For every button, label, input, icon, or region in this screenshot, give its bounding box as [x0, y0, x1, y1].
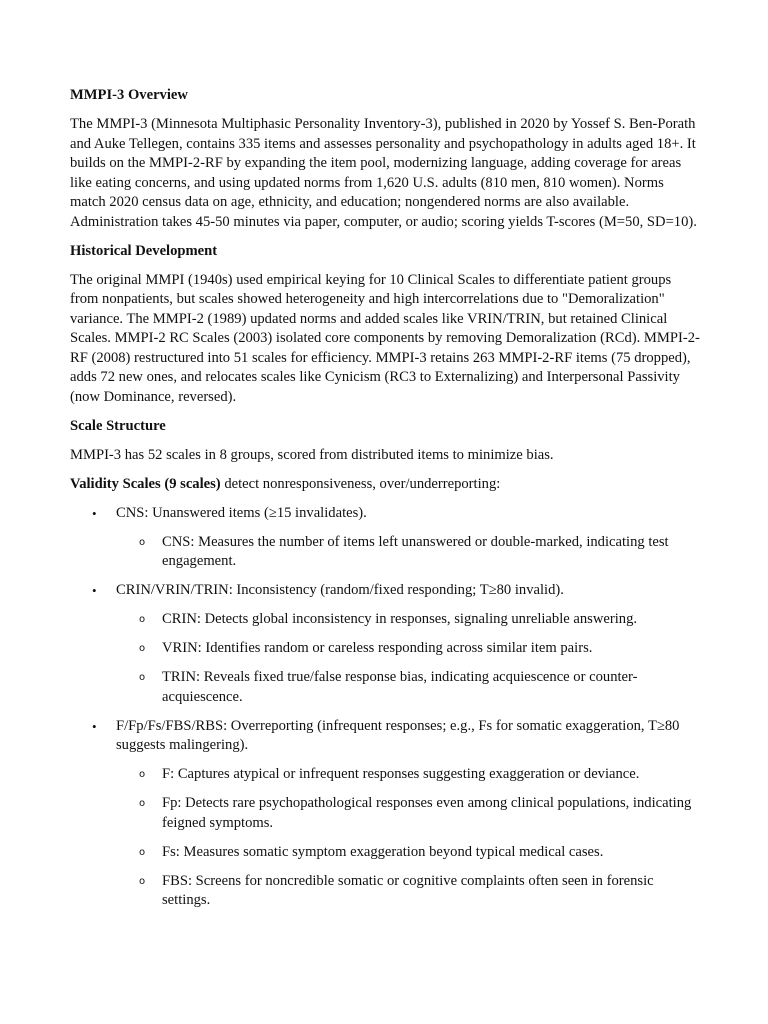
sub-list: [116, 533, 702, 572]
validity-scale-list: [70, 504, 702, 911]
circle-bullet-icon: o: [139, 672, 146, 683]
sub-list: [116, 610, 702, 707]
circle-bullet-icon: o: [139, 769, 146, 780]
circle-bullet-icon: o: [139, 798, 146, 809]
sub-list-item-text: F: Captures atypical or infrequent responses suggesting exaggeration or deviance.: [162, 766, 640, 782]
validity-intro-paragraph: [70, 475, 702, 495]
list-item: [70, 504, 702, 572]
validity-lead-label: Validity Scales (9 scales): [70, 475, 221, 492]
section-heading-structure: Scale Structure: [70, 417, 166, 434]
sub-list: [116, 765, 702, 911]
sub-list-item: [116, 610, 702, 630]
structure-intro-paragraph: MMPI-3 has 52 scales in 8 groups, scored from distributed items to minimize bias.: [70, 446, 554, 463]
circle-bullet-icon: o: [139, 875, 146, 887]
sub-list-item-text: FBS: Screens for noncredible somatic or cognitive complaints often seen in forensic settings.: [162, 872, 654, 908]
sub-list-item: [116, 639, 702, 659]
history-paragraph: The original MMPI (1940s) used empirical keying for 10 Clinical Scales to differentiate patient groups from nonpatients, but scales showed heterogeneity and high intercorrelations due to "Demoralization" variance. The MMPI-2 (1989) updated norms and added scales like VRIN/TRIN, but retained Clinical Scales. MMPI-2 RC Scales (2003) isolated core components by removing Demoralization (RCd). MMPI-2-RF (2008) restructured into 51 scales for efficiency. MMPI-3 retains 263 MMPI-2-RF items (75 dropped), adds 72 new ones, and relocates scales like Cynicism (RC3 to Externalizing) and Interpersonal Passivity (now Dominance, reversed).: [70, 271, 700, 405]
sub-list-item-text: CRIN: Detects global inconsistency in responses, signaling unreliable answering.: [162, 611, 638, 627]
bullet-icon: •: [92, 583, 97, 598]
sub-list-item: [116, 668, 702, 707]
list-item-text: CNS: Unanswered items (≥15 invalidates).: [116, 504, 367, 521]
bullet-icon: •: [92, 505, 97, 521]
list-item-text: CRIN/VRIN/TRIN: Inconsistency (random/fixed responding; T≥80 invalid).: [116, 582, 564, 598]
section-heading-overview: MMPI-3 Overview: [70, 87, 188, 103]
section-heading-history: Historical Development: [70, 242, 218, 259]
circle-bullet-icon: o: [139, 536, 146, 548]
bullet-icon: •: [92, 718, 97, 734]
sub-list-item: [116, 794, 702, 833]
circle-bullet-icon: o: [139, 614, 146, 625]
sub-list-item-text: CNS: Measures the number of items left unanswered or double-marked, indicating test engagement.: [162, 533, 669, 569]
overview-paragraph: The MMPI-3 (Minnesota Multiphasic Personality Inventory-3), published in 2020 by Yossef S. Ben-Porath and Auke Tellegen, contains 335 items and assesses personality and psychopathology in adults aged 18+. It builds on the MMPI-2-RF by expanding the item pool, modernizing language, adding coverage for areas like eating concerns, and using updated norms from 1,620 U.S. adults (810 men, 810 women). Norms match 2020 census data on age, ethnicity, and education; nongendered norms are also available. Administration takes 45-50 minutes via paper, computer, or audio; scoring yields T-scores (M=50, SD=10).: [70, 116, 697, 230]
sub-list-item: [116, 872, 702, 911]
sub-list-item-text: VRIN: Identifies random or careless responding across similar item pairs.: [162, 640, 593, 656]
document-page: [70, 86, 702, 920]
sub-list-item-text: Fs: Measures somatic symptom exaggeration beyond typical medical cases.: [162, 843, 604, 860]
list-item: [70, 717, 702, 911]
sub-list-item: [116, 533, 702, 572]
sub-list-item: [116, 843, 702, 863]
circle-bullet-icon: o: [139, 846, 146, 858]
validity-lead-text: detect nonresponsiveness, over/underreporting:: [220, 475, 501, 492]
list-item-text: F/Fp/Fs/FBS/RBS: Overreporting (infrequent responses; e.g., Fs for somatic exaggeration, T≥80 suggests malingering).: [116, 717, 680, 753]
sub-list-item: [116, 765, 702, 785]
list-item: [70, 581, 702, 707]
sub-list-item-text: Fp: Detects rare psychopathological responses even among clinical populations, indicating feigned symptoms.: [162, 795, 692, 831]
sub-list-item-text: TRIN: Reveals fixed true/false response bias, indicating acquiescence or counter-acquiescence.: [162, 669, 638, 705]
circle-bullet-icon: o: [139, 643, 146, 654]
